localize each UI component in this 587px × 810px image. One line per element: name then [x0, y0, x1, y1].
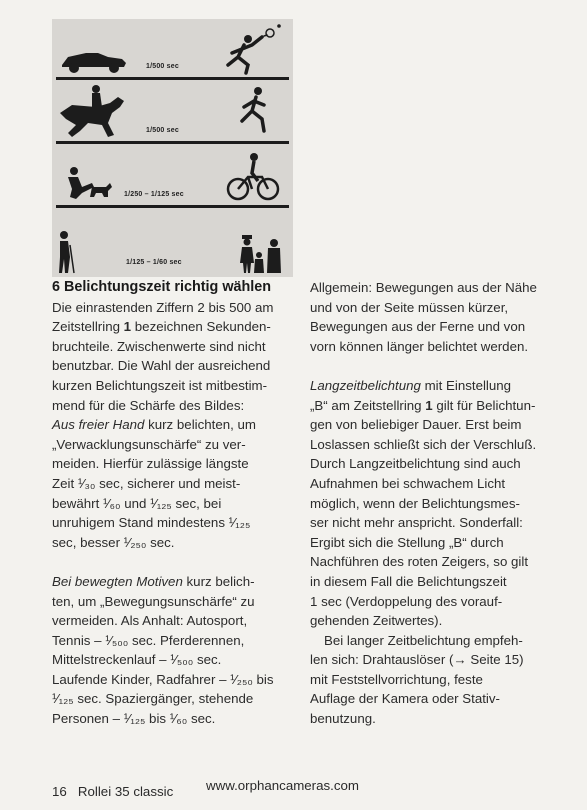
- paragraph-accessories: Bei langer Zeitbelichtung empfeh-: [324, 632, 523, 648]
- right-text-column: [310, 278, 562, 729]
- page-footer: [52, 784, 173, 799]
- speed-label: 1/500 sec: [146, 127, 179, 134]
- child-with-dog-icon: [68, 167, 112, 199]
- speed-label: 1/125 – 1/60 sec: [126, 259, 182, 266]
- band-2: [52, 83, 293, 147]
- walking-man-icon: [59, 231, 74, 273]
- divider-line: [56, 141, 289, 144]
- shutter-speed-figure: [52, 19, 293, 277]
- left-text-column: [52, 278, 302, 729]
- band-3: [52, 147, 293, 211]
- tennis-player-icon: [228, 24, 281, 73]
- horse-rider-icon: [60, 85, 124, 137]
- footer-title: Rollei 35 classic: [77, 784, 174, 799]
- paragraph-long-exposure: Langzeitbelichtung mit Einstellung „B“ am Zeitstellring 1 gilt für Belichtun- gen von beliebiger Dauer. Erst beim Loslassen schließt sich der Verschluß. Durch Langzeitbelichtung sind auch Aufnahmen bei schwachem Licht möglich, wenn der Belichtungsmes- ser nicht mehr anspricht. Sonderfall: Ergibt sich die Stellung „B“ durch Nachführen des roten Zeigers, so gilt in diesem Fall die Belichtungszeit 1 sec (Verdoppelung des vorauf- gehenden Zeitwertes).: [310, 377, 537, 629]
- page-number: 16: [52, 784, 67, 799]
- speed-label: 1/500 sec: [146, 63, 179, 70]
- divider-line: [56, 205, 289, 208]
- section-heading: 6 Belichtungszeit richtig wählen: [52, 279, 272, 295]
- band-1: [52, 19, 293, 83]
- paragraph-moving-subjects: Bei bewegten Motiven kurz belich- ten, um „Bewegungsunschärfe“ zu vermeiden. Als Anhalt: Autosport, Tennis – ¹⁄₅₀₀ sec. Pferderennen, Mittelstreckenlauf – ¹⁄₅₀₀ sec. Laufende Kinder, Radfahrer – ¹⁄₂₅₀ bis ¹⁄₁₂₅ sec. Spaziergänger, stehende Personen – ¹⁄₁₂₅ bis ¹⁄₆₀ sec.: [52, 573, 274, 727]
- cyclist-icon: [228, 153, 278, 199]
- divider-line: [56, 77, 289, 80]
- watermark-url: www.orphancameras.com: [206, 778, 359, 793]
- car-icon: [62, 53, 126, 73]
- paragraph-general: Allgemein: Bewegungen aus der Nähe und von der Seite müssen kürzer, Bewegungen aus der Ferne und von vorn können länger belichtet werden.: [310, 280, 537, 354]
- speed-label: 1/250 – 1/125 sec: [124, 191, 184, 198]
- paragraph-intro: Die einrastenden Ziffern 2 bis 500 am Zeitstellring 1 bezeichnen Sekunden- bruchteile. Zwischenwerte sind nicht benutzbar. Die Wahl der ausreichend kurzen Belichtungszeit ist mitbestim- mend für die Schärfe des Bildes: Aus freier Hand kurz belichten, um „Verwacklungsunschärfe“ zu ver- meiden. Hierfür zulässige längste Zeit ¹⁄₃₀ sec, sicherer und meist- bewährt ¹⁄₆₀ und ¹⁄₁₂₅ sec, bei unruhigem Stand mindestens ¹⁄₁₂₅ sec, besser ¹⁄₂₅₀ sec.: [52, 299, 274, 550]
- band-4: [52, 211, 293, 275]
- standing-family-icon: [240, 235, 281, 273]
- runner-icon: [242, 87, 264, 131]
- paragraph-accessories-cont: len sich: Drahtauslöser (→ Seite 15) mit Feststellvorrichtung, feste Auflage der Kamera oder Stativ- benutzung.: [310, 652, 524, 727]
